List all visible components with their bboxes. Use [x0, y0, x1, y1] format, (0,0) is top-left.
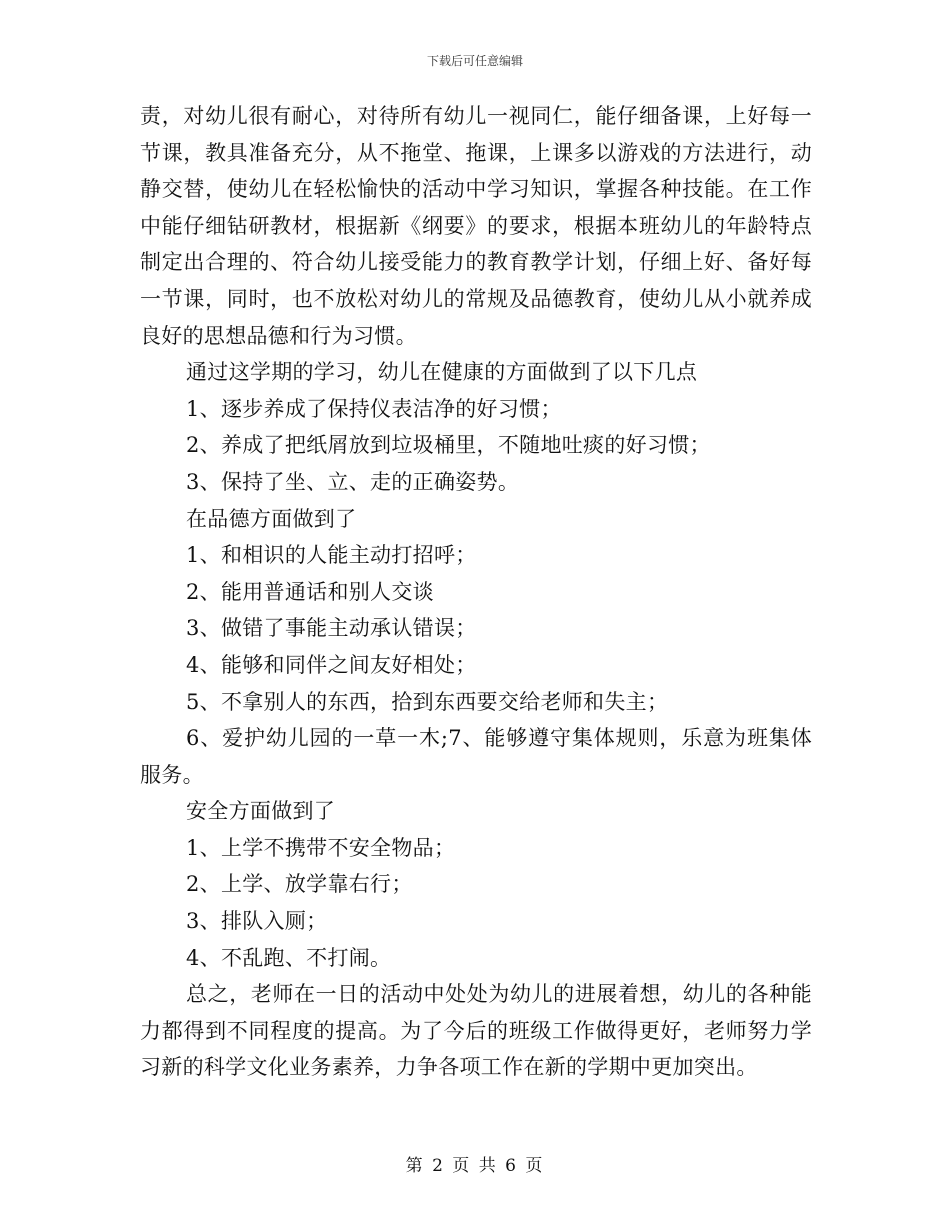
list-item-morality-1: 1、和相识的人能主动打招呼； [186, 543, 477, 568]
paragraph-conclusion: 总之，老师在一日的活动中处处为幼儿的进展着想，幼儿的各种能力都得到不同程度的提高。为了今后的班级工作做得更好，老师努力学习新的科学文化业务素养，力争各项工作在新的学期中更加突出。 [140, 982, 812, 1080]
paragraph-morality-intro: 在品德方面做到了 [186, 506, 357, 531]
list-item-health-3: 3、保持了坐、立、走的正确姿势。 [186, 469, 520, 494]
list-item-health-1: 1、逐步养成了保持仪表洁净的好习惯； [186, 396, 562, 421]
list-item-morality-2: 2、能用普通话和别人交谈 [186, 579, 434, 604]
paragraph-continuation: 责，对幼儿很有耐心，对待所有幼儿一视同仁，能仔细备课，上好每一节课，教具准备充分，从不拖堂、拖课，上课多以游戏的方法进行，动静交替，使幼儿在轻松愉快的活动中学习知识，掌握各种技能。在工作中能仔细钻研教材，根据新《纲要》的要求，根据本班幼儿的年龄特点制定出合理的、符合幼儿接受能力的教育教学计划，仔细上好、备好每一节课，同时，也不放松对幼儿的常规及品德教育，使幼儿从小就养成良好的思想品德和行为习惯。 [140, 104, 812, 348]
list-item-morality-3: 3、做错了事能主动承认错误； [186, 616, 477, 641]
list-item-morality-6-7: 6、爱护幼儿园的一草一木;7、能够遵守集体规则，乐意为班集体服务。 [140, 726, 812, 787]
page-header: 下载后可任意编辑 [426, 54, 523, 68]
list-item-safety-1: 1、上学不携带不安全物品； [186, 835, 456, 860]
list-item-health-2: 2、养成了把纸屑放到垃圾桶里，不随地吐痰的好习惯； [186, 433, 711, 458]
paragraph-health-intro: 通过这学期的学习，幼儿在健康的方面做到了以下几点 [186, 360, 698, 385]
paragraph-safety-intro: 安全方面做到了 [186, 799, 336, 824]
list-item-safety-4: 4、不乱跑、不打闹。 [186, 945, 392, 970]
list-item-morality-5: 5、不拿别人的东西，拾到东西要交给老师和失主； [186, 689, 669, 714]
page-number: 第 2 页 共 6 页 [405, 1156, 545, 1176]
list-item-safety-2: 2、上学、放学靠右行； [186, 872, 413, 897]
document-body [140, 98, 812, 1086]
list-item-morality-4: 4、能够和同伴之间友好相处； [186, 652, 477, 677]
list-item-safety-3: 3、排队入厕； [186, 909, 328, 934]
